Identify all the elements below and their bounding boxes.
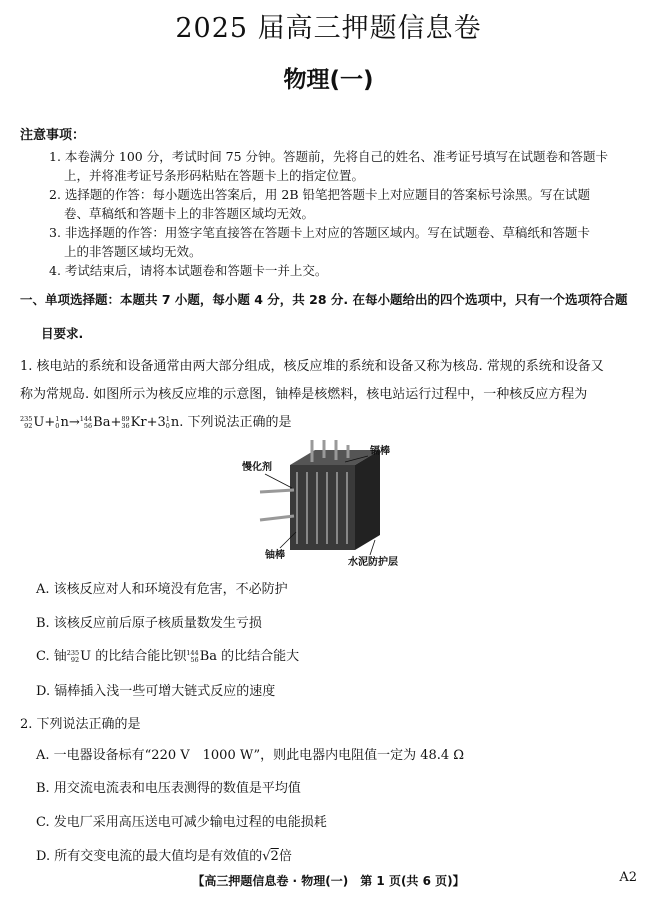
label-moderator: 慢化剂 — [242, 462, 272, 473]
notice-line: 1. 本卷满分 100 分，考试时间 75 分钟。答题前，先将自己的姓名、准考证号填写在试题卷和答题卡 — [49, 149, 609, 164]
notice-line: 4. 考试结束后，请将本试题卷和答题卡一并上交。 — [49, 263, 328, 278]
question-1-stem: 1. 核电站的系统和设备通常由两大部分组成，核反应堆的系统和设备又称为核岛. 常规的系统和设备又 — [20, 359, 604, 374]
nuclear-equation: 235 92 U+ 1 0 n→ 144 56 Ba+ 89 36 Kr+3 1 0 n. 下列说法正确的是 — [20, 414, 292, 430]
page-footer: 【高三押题信息卷 · 物理(一) 第 1 页(共 6 页)】 — [192, 874, 465, 888]
q2-option-a: A. 一电器设备标有“220 V 1000 W”，则此电器内电阻值一定为 48.4 Ω — [36, 748, 465, 763]
label-concrete-shield: 水泥防护层 — [348, 557, 398, 568]
q1-option-a: A. 该核反应对人和环境没有危害，不必防护 — [36, 582, 288, 597]
reactor-side — [355, 450, 380, 550]
label-uranium-rod: 铀棒 — [265, 550, 285, 561]
section-heading: 一、单项选择题：本题共 7 小题，每小题 4 分，共 28 分. 在每小题给出的四个选项中，只有一个选项符合题 — [20, 292, 628, 307]
question-1-stem-cont: 称为常规岛. 如图所示为核反应堆的示意图，铀棒是核燃料，核电站运行过程中，一种核反应方程为 — [20, 387, 588, 402]
page-subtitle: 物理(一) — [283, 67, 374, 93]
reactor-figure — [230, 440, 430, 570]
notice-line: 2. 选择题的作答：每小题选出答案后，用 2B 铅笔把答题卡上对应题目的答案标号涂黑。写在试题 — [49, 187, 590, 202]
notice-heading: 注意事项： — [20, 128, 86, 143]
paper-code: A2 — [619, 870, 637, 885]
page-title: 2025 届高三押题信息卷 — [175, 13, 482, 44]
section-heading-cont: 目要求. — [41, 326, 84, 341]
question-2-stem: 2. 下列说法正确的是 — [20, 717, 141, 732]
notice-line: 卷、草稿纸和答题卡上的非答题区域均无效。 — [64, 206, 315, 221]
reactor-front — [290, 465, 355, 550]
label-cadmium-rod: 镉棒 — [370, 446, 390, 457]
q2-option-d: D. 所有交变电流的最大值均是有效值的√2倍 — [36, 849, 292, 864]
q2-option-b: B. 用交流电流表和电压表测得的数值是平均值 — [36, 781, 301, 796]
notice-line: 上，并将准考证号条形码粘贴在答题卡上的指定位置。 — [64, 168, 365, 183]
q1-option-b: B. 该核反应前后原子核质量数发生亏损 — [36, 616, 262, 631]
q2-option-c: C. 发电厂采用高压送电可减少输电过程的电能损耗 — [36, 815, 327, 830]
q1-option-c: C. 铀 235 92 U 的比结合能比钡 144 56 Ba 的比结合能大 — [36, 648, 300, 664]
q1-option-d: D. 镉棒插入浅一些可增大链式反应的速度 — [36, 684, 276, 699]
notice-line: 上的非答题区域均无效。 — [64, 244, 202, 259]
notice-line: 3. 非选择题的作答：用签字笔直接答在答题卡上对应的答题区域内。写在试题卷、草稿纸和答题卡 — [49, 225, 590, 240]
